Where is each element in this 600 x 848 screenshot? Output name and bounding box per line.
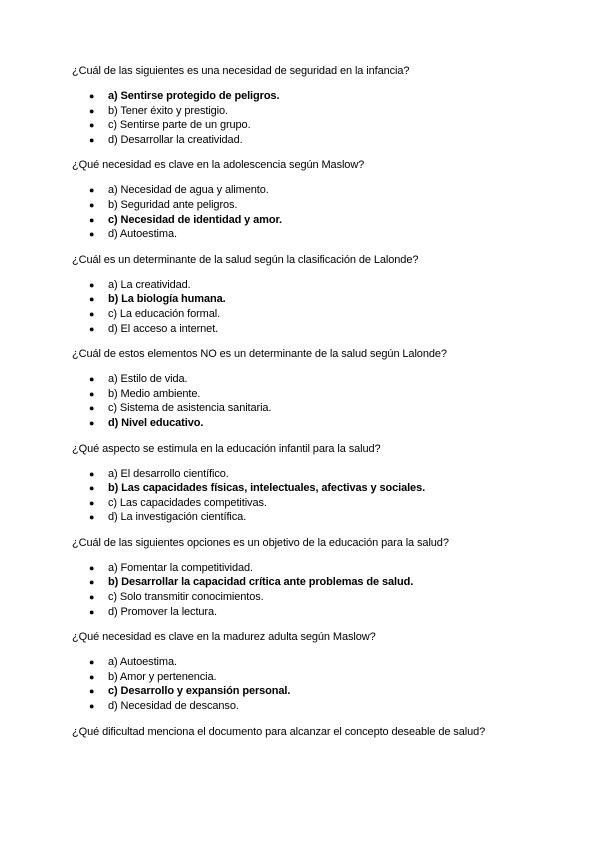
- bullet-icon: ●: [89, 657, 95, 668]
- bullet-icon: ●: [89, 512, 95, 523]
- bullet-icon: ●: [89, 374, 95, 385]
- answer-option-text: a) Autoestima.: [108, 656, 177, 669]
- answer-option: [72, 227, 532, 242]
- bullet-icon: ●: [89, 483, 95, 494]
- answer-option: [72, 401, 532, 416]
- answer-option-correct: [72, 481, 532, 496]
- answer-option-text: a) Fomentar la competitividad.: [108, 561, 253, 574]
- answer-option-text: c) Necesidad de identidad y amor.: [108, 213, 282, 226]
- answer-option-text: c) La educación formal.: [108, 307, 221, 320]
- bullet-icon: ●: [89, 686, 95, 697]
- bullet-icon: ●: [89, 323, 95, 334]
- answer-option: [72, 496, 532, 511]
- answer-option-text: a) Estilo de vida.: [108, 373, 188, 386]
- question-text: ¿Qué necesidad es clave en la madurez adulta según Maslow?: [72, 631, 376, 644]
- answer-options-list: [72, 278, 532, 336]
- answer-option: [72, 510, 532, 525]
- answer-options-list: [72, 372, 532, 430]
- question-list: [72, 64, 532, 739]
- answer-option: [72, 198, 532, 213]
- bullet-icon: ●: [89, 279, 95, 290]
- bullet-icon: ●: [89, 105, 95, 116]
- bullet-icon: ●: [89, 185, 95, 196]
- answer-option: [72, 104, 532, 119]
- answer-option: [72, 372, 532, 387]
- answer-option: [72, 133, 532, 148]
- answer-option: [72, 322, 532, 337]
- answer-option: [72, 118, 532, 133]
- answer-option-correct: [72, 213, 532, 228]
- answer-option: [72, 278, 532, 293]
- answer-option-correct: [72, 89, 532, 104]
- question-text: ¿Cuál de las siguientes es una necesidad de seguridad en la infancia?: [72, 65, 410, 77]
- answer-option-text: a) La creatividad.: [108, 278, 191, 291]
- answer-option: [72, 670, 532, 685]
- answer-option-correct: [72, 575, 532, 590]
- bullet-icon: ●: [89, 497, 95, 508]
- answer-option-text: d) Nivel educativo.: [108, 416, 204, 429]
- bullet-icon: ●: [89, 294, 95, 305]
- answer-option: [72, 467, 532, 482]
- bullet-icon: ●: [89, 468, 95, 479]
- answer-options-list: [72, 89, 532, 147]
- bullet-icon: ●: [89, 134, 95, 145]
- answer-option-text: a) Necesidad de agua y alimento.: [108, 184, 269, 197]
- answer-option-text: b) Desarrollar la capacidad crítica ante problemas de salud.: [108, 576, 414, 589]
- answer-options-list: [72, 655, 532, 713]
- question-text: ¿Qué aspecto se estimula en la educación infantil para la salud?: [72, 442, 381, 455]
- answer-option: [72, 387, 532, 402]
- answer-option-text: a) El desarrollo científico.: [108, 467, 229, 480]
- answer-option-correct: [72, 416, 532, 431]
- answer-options-list: [72, 561, 532, 619]
- bullet-icon: ●: [89, 701, 95, 712]
- answer-option: [72, 605, 532, 620]
- answer-option-text: b) Amor y pertenencia.: [108, 670, 217, 683]
- answer-option-correct: [72, 684, 532, 699]
- bullet-icon: ●: [89, 91, 95, 101]
- answer-option: [72, 655, 532, 670]
- answer-option-text: d) La investigación científica.: [108, 511, 247, 524]
- answer-option: [72, 307, 532, 322]
- answer-option-text: c) Solo transmitir conocimientos.: [108, 591, 264, 604]
- answer-option: [72, 561, 532, 576]
- bullet-icon: ●: [89, 606, 95, 617]
- answer-option-text: c) Sentirse parte de un grupo.: [108, 119, 251, 132]
- answer-option: [72, 590, 532, 605]
- answer-option-text: d) Necesidad de descanso.: [108, 700, 239, 713]
- question-text: ¿Cuál de las siguientes opciones es un objetivo de la educación para la salud?: [72, 536, 449, 549]
- answer-option-text: a) Sentirse protegido de peligros.: [108, 90, 280, 102]
- answer-option-text: d) Autoestima.: [108, 228, 177, 241]
- answer-option-text: d) Promover la lectura.: [108, 605, 217, 618]
- document-page: [72, 64, 532, 750]
- answer-option-text: b) Las capacidades físicas, intelectuales, afectivas y sociales.: [108, 482, 426, 495]
- bullet-icon: ●: [89, 308, 95, 319]
- bullet-icon: ●: [89, 417, 95, 428]
- question-text: ¿Cuál es un determinante de la salud según la clasificación de Lalonde?: [72, 253, 419, 266]
- answer-option-text: b) La biología humana.: [108, 293, 226, 306]
- bullet-icon: ●: [89, 120, 95, 131]
- question-text: ¿Qué necesidad es clave en la adolescencia según Maslow?: [72, 159, 365, 172]
- answer-option-text: b) Tener éxito y prestigio.: [108, 104, 228, 117]
- bullet-icon: ●: [89, 229, 95, 240]
- bullet-icon: ●: [89, 214, 95, 225]
- answer-option-text: c) Sistema de asistencia sanitaria.: [108, 402, 272, 415]
- bullet-icon: ●: [89, 577, 95, 588]
- bullet-icon: ●: [89, 199, 95, 210]
- bullet-icon: ●: [89, 592, 95, 603]
- answer-option-text: b) Medio ambiente.: [108, 387, 201, 400]
- answer-option-text: d) Desarrollar la creatividad.: [108, 133, 243, 146]
- bullet-icon: ●: [89, 403, 95, 414]
- bullet-icon: ●: [89, 671, 95, 682]
- answer-options-list: [72, 467, 532, 525]
- answer-option-text: d) El acceso a internet.: [108, 322, 219, 335]
- answer-option: [72, 699, 532, 714]
- bullet-icon: ●: [89, 388, 95, 399]
- answer-options-list: [72, 183, 532, 241]
- answer-option-text: b) Seguridad ante peligros.: [108, 198, 238, 211]
- answer-option-text: c) Desarrollo y expansión personal.: [108, 685, 291, 698]
- bullet-icon: ●: [89, 562, 95, 573]
- question-text: ¿Qué dificultad menciona el documento para alcanzar el concepto deseable de salud?: [72, 725, 486, 738]
- answer-option-text: c) Las capacidades competitivas.: [108, 496, 267, 509]
- answer-option: [72, 183, 532, 198]
- answer-option-correct: [72, 292, 532, 307]
- question-text: ¿Cuál de estos elementos NO es un determinante de la salud según Lalonde?: [72, 348, 447, 361]
